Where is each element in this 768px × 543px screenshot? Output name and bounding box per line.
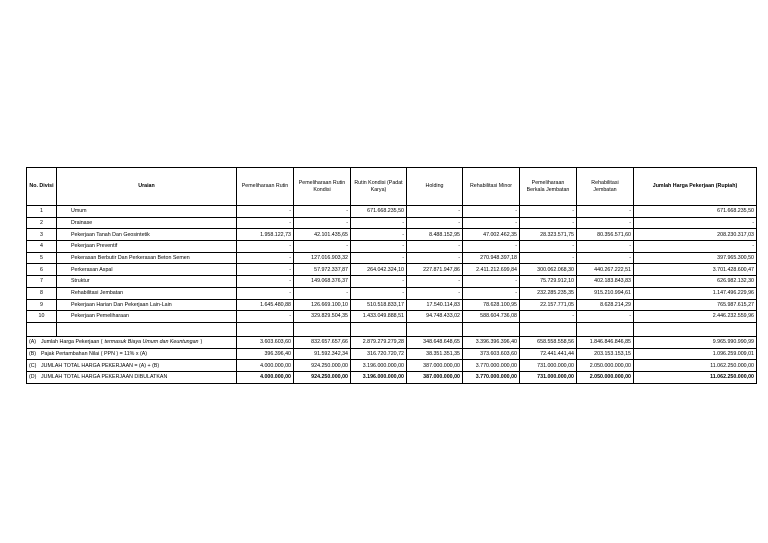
cell-c7: 440.267.222,51 bbox=[577, 264, 634, 276]
summary-cell-c4: 348.648.648,65 bbox=[407, 336, 463, 348]
cell-c4: 17.540.114,83 bbox=[407, 299, 463, 311]
cell-c3: - bbox=[351, 252, 407, 264]
division-number: 5 bbox=[27, 252, 57, 264]
summary-cell-c2: 832.657.657,66 bbox=[294, 336, 351, 348]
cell-c4: 94.748.433,02 bbox=[407, 311, 463, 323]
summary-cell-c5: 3.770.000.000,00 bbox=[463, 371, 520, 383]
cell-c7: - bbox=[577, 217, 634, 229]
cell-c1: - bbox=[237, 241, 294, 253]
cell-c2: 329.829.504,35 bbox=[294, 311, 351, 323]
summary-row bbox=[27, 336, 757, 348]
cell-c5: 47.002.462,35 bbox=[463, 229, 520, 241]
summary-cell-c7: 1.846.846.846,85 bbox=[577, 336, 634, 348]
cell-c6: 28.323.571,75 bbox=[520, 229, 577, 241]
division-number: 8 bbox=[27, 287, 57, 299]
summary-cell-c2: 91.592.342,34 bbox=[294, 348, 351, 360]
summary-cell-c1: 396.396,40 bbox=[237, 348, 294, 360]
cell-c2: 57.972.337,87 bbox=[294, 264, 351, 276]
summary-label bbox=[27, 336, 237, 348]
summary-text: Pajak Pertambahan Nilai ( PPN ) = 11% x (A) bbox=[41, 350, 148, 357]
header-uraian: Uraian bbox=[57, 168, 237, 206]
division-description: Pekerjaan Preventif bbox=[57, 241, 237, 253]
division-number: 6 bbox=[27, 264, 57, 276]
table-row bbox=[27, 264, 757, 276]
cell-c2: - bbox=[294, 217, 351, 229]
summary-code: (C) bbox=[29, 362, 37, 369]
summary-text: Jumlah Harga Pekerjaan ( bbox=[41, 339, 103, 346]
summary-cell-c5: 373.603.603,60 bbox=[463, 348, 520, 360]
summary-cell-c2: 924.250.000,00 bbox=[294, 371, 351, 383]
cell-c5: 78.628.100,95 bbox=[463, 299, 520, 311]
summary-cell-c3: 3.196.000.000,00 bbox=[351, 371, 407, 383]
summary-cell-c3: 2.879.279.279,28 bbox=[351, 336, 407, 348]
summary-cell-c2: 924.250.000,00 bbox=[294, 360, 351, 372]
cell-c1: 1.645.480,88 bbox=[237, 299, 294, 311]
cost-summary-table bbox=[26, 167, 757, 384]
table-row bbox=[27, 311, 757, 323]
summary-cell-c6: 72.441.441,44 bbox=[520, 348, 577, 360]
header-pemeliharaan-rutin: Pemeliharaan Rutin bbox=[237, 168, 294, 206]
division-number: 9 bbox=[27, 299, 57, 311]
table-row bbox=[27, 206, 757, 218]
cell-c1: - bbox=[237, 264, 294, 276]
cell-c5: - bbox=[463, 206, 520, 218]
header-rutin-kondisi-padat-karya: Rutin Kondisi (Padat Karya) bbox=[351, 168, 407, 206]
summary-cell-total: 1.096.259.009,01 bbox=[634, 348, 757, 360]
summary-row bbox=[27, 371, 757, 383]
cell-c7: 402.183.843,83 bbox=[577, 276, 634, 288]
summary-code: (A) bbox=[29, 339, 37, 346]
division-description: Pekerjaan Tanah Dan Geosintetik bbox=[57, 229, 237, 241]
summary-rows bbox=[27, 336, 757, 383]
cell-c7: 80.356.571,60 bbox=[577, 229, 634, 241]
cell-c7: - bbox=[577, 206, 634, 218]
division-number: 4 bbox=[27, 241, 57, 253]
summary-cell-c7: 2.050.000.000,00 bbox=[577, 371, 634, 383]
cell-c6: - bbox=[520, 252, 577, 264]
cell-c3: 671.668.235,50 bbox=[351, 206, 407, 218]
summary-cell-c1: 3.603.603,60 bbox=[237, 336, 294, 348]
summary-text-end: ) bbox=[200, 339, 203, 346]
cell-c6: - bbox=[520, 241, 577, 253]
division-number: 10 bbox=[27, 311, 57, 323]
cell-c1: 1.958.122,73 bbox=[237, 229, 294, 241]
summary-cell-c4: 387.000.000,00 bbox=[407, 371, 463, 383]
header-jumlah-harga: Jumlah Harga Pekerjaan (Rupiah) bbox=[634, 168, 757, 206]
division-number: 1 bbox=[27, 206, 57, 218]
summary-cell-c4: 387.000.000,00 bbox=[407, 360, 463, 372]
cell-c5: 2.411.212.699,84 bbox=[463, 264, 520, 276]
cell-c5: 270.948.397,18 bbox=[463, 252, 520, 264]
summary-cell-c6: 731.000.000,00 bbox=[520, 371, 577, 383]
division-number: 7 bbox=[27, 276, 57, 288]
division-description: Perkerasan Aspal bbox=[57, 264, 237, 276]
summary-cell-c1: 4.000.000,00 bbox=[237, 360, 294, 372]
summary-cell-c3: 3.196.000.000,00 bbox=[351, 360, 407, 372]
cell-total: - bbox=[634, 217, 757, 229]
table-row bbox=[27, 241, 757, 253]
summary-cell-total: 11.062.250.000,00 bbox=[634, 371, 757, 383]
cell-c1: - bbox=[237, 287, 294, 299]
summary-cell-c1: 4.000.000,00 bbox=[237, 371, 294, 383]
summary-cell-c3: 316.720.720,72 bbox=[351, 348, 407, 360]
cell-c2: 127.016.903,32 bbox=[294, 252, 351, 264]
cell-c2: 126.669.100,10 bbox=[294, 299, 351, 311]
cell-c6: - bbox=[520, 206, 577, 218]
header-row bbox=[27, 168, 757, 206]
header-no-divisi: No. Divisi bbox=[27, 168, 57, 206]
summary-cell-total: 11.062.250.000,00 bbox=[634, 360, 757, 372]
summary-code: (D) bbox=[29, 374, 37, 381]
header-pemeliharaan-rutin-kondisi: Pemeliharaan Rutin Kondisi bbox=[294, 168, 351, 206]
cell-c4: - bbox=[407, 287, 463, 299]
cell-c5: 588.604.736,08 bbox=[463, 311, 520, 323]
cell-total: 1.147.496.229,96 bbox=[634, 287, 757, 299]
table-row bbox=[27, 299, 757, 311]
division-description: Pekerasan Berbutir Dan Perkerasan Beton Semen bbox=[57, 252, 237, 264]
summary-cell-c4: 38.351.351,35 bbox=[407, 348, 463, 360]
cell-c4: - bbox=[407, 276, 463, 288]
cell-c7: 8.628.214,29 bbox=[577, 299, 634, 311]
cell-c2: - bbox=[294, 241, 351, 253]
header-rehabilitasi-jembatan: Rehabilitasi Jembatan bbox=[577, 168, 634, 206]
cell-c7: - bbox=[577, 311, 634, 323]
cell-c7: - bbox=[577, 241, 634, 253]
cell-c3: - bbox=[351, 229, 407, 241]
header-rehabilitasi-minor: Rehabilitasi Minor bbox=[463, 168, 520, 206]
table-row bbox=[27, 287, 757, 299]
header-pemeliharaan-berkala-jembatan: Pemeliharaan Berkala Jembatan bbox=[520, 168, 577, 206]
summary-row bbox=[27, 348, 757, 360]
cell-c2: 42.101.435,65 bbox=[294, 229, 351, 241]
table-row bbox=[27, 229, 757, 241]
spacer-row bbox=[27, 322, 757, 336]
division-description: Pekerjaan Pemeliharaan bbox=[57, 311, 237, 323]
cell-total: 3.701.428.600,47 bbox=[634, 264, 757, 276]
summary-cell-c7: 2.050.000.000,00 bbox=[577, 360, 634, 372]
cell-total: 397.965.300,50 bbox=[634, 252, 757, 264]
cell-c1: - bbox=[237, 311, 294, 323]
cell-c1: - bbox=[237, 206, 294, 218]
summary-cell-c6: 731.000.000,00 bbox=[520, 360, 577, 372]
cell-c1: - bbox=[237, 217, 294, 229]
cell-c2: 149.068.376,37 bbox=[294, 276, 351, 288]
division-description: Umum bbox=[57, 206, 237, 218]
summary-cell-total: 9.965.990.990,99 bbox=[634, 336, 757, 348]
cell-c7: 915.210.994,61 bbox=[577, 287, 634, 299]
division-description: Struktur bbox=[57, 276, 237, 288]
division-description: Pekerjaan Harian Dan Pekerjaan Lain-Lain bbox=[57, 299, 237, 311]
division-number: 2 bbox=[27, 217, 57, 229]
cell-total: 626.982.132,30 bbox=[634, 276, 757, 288]
division-number: 3 bbox=[27, 229, 57, 241]
summary-cell-c5: 3.396.396.396,40 bbox=[463, 336, 520, 348]
cell-c5: - bbox=[463, 241, 520, 253]
summary-label bbox=[27, 348, 237, 360]
cell-c1: - bbox=[237, 252, 294, 264]
cell-c5: - bbox=[463, 217, 520, 229]
summary-cell-c6: 658.558.558,56 bbox=[520, 336, 577, 348]
cell-total: - bbox=[634, 241, 757, 253]
cell-c5: - bbox=[463, 276, 520, 288]
cell-c3: - bbox=[351, 287, 407, 299]
cell-total: 208.230.317,03 bbox=[634, 229, 757, 241]
summary-label bbox=[27, 371, 237, 383]
summary-text-italic: termasuk Biaya Umum dan Keuntungan bbox=[104, 339, 199, 346]
cell-c4: 227.871.947,86 bbox=[407, 264, 463, 276]
table-row bbox=[27, 217, 757, 229]
cell-c5: - bbox=[463, 287, 520, 299]
header-holding: Holding bbox=[407, 168, 463, 206]
summary-text: JUMLAH TOTAL HARGA PEKERJAAN DIBULATKAN bbox=[41, 374, 168, 381]
cell-c4: - bbox=[407, 206, 463, 218]
cell-c6: 232.285.235,35 bbox=[520, 287, 577, 299]
cell-c6: 300.062.068,30 bbox=[520, 264, 577, 276]
summary-cell-c5: 3.770.000.000,00 bbox=[463, 360, 520, 372]
cell-c3: - bbox=[351, 276, 407, 288]
cell-total: 671.668.235,50 bbox=[634, 206, 757, 218]
cell-c3: 510.518.833,17 bbox=[351, 299, 407, 311]
cell-c4: - bbox=[407, 241, 463, 253]
division-description: Drainase bbox=[57, 217, 237, 229]
cell-c2: - bbox=[294, 287, 351, 299]
cell-c7: - bbox=[577, 252, 634, 264]
cell-c6: 75.729.912,10 bbox=[520, 276, 577, 288]
summary-row bbox=[27, 360, 757, 372]
table-row bbox=[27, 252, 757, 264]
summary-label bbox=[27, 360, 237, 372]
cell-total: 2.446.232.559,96 bbox=[634, 311, 757, 323]
cell-c6: - bbox=[520, 311, 577, 323]
division-rows bbox=[27, 206, 757, 323]
cell-c4: 8.488.152,95 bbox=[407, 229, 463, 241]
cell-c3: - bbox=[351, 217, 407, 229]
division-description: Rehabilitasi Jembatan bbox=[57, 287, 237, 299]
summary-text: JUMLAH TOTAL HARGA PEKERJAAN = (A) + (B) bbox=[41, 362, 160, 369]
cell-c6: 22.157.771,05 bbox=[520, 299, 577, 311]
cell-c3: - bbox=[351, 241, 407, 253]
cell-c3: 264.042.324,10 bbox=[351, 264, 407, 276]
cell-c2: - bbox=[294, 206, 351, 218]
cell-c4: - bbox=[407, 252, 463, 264]
cell-total: 765.987.615,27 bbox=[634, 299, 757, 311]
cell-c6: - bbox=[520, 217, 577, 229]
cell-c1: - bbox=[237, 276, 294, 288]
cell-c3: 1.433.049.888,51 bbox=[351, 311, 407, 323]
summary-code: (B) bbox=[29, 350, 37, 357]
summary-cell-c7: 203.153.153,15 bbox=[577, 348, 634, 360]
cell-c4: - bbox=[407, 217, 463, 229]
table-row bbox=[27, 276, 757, 288]
